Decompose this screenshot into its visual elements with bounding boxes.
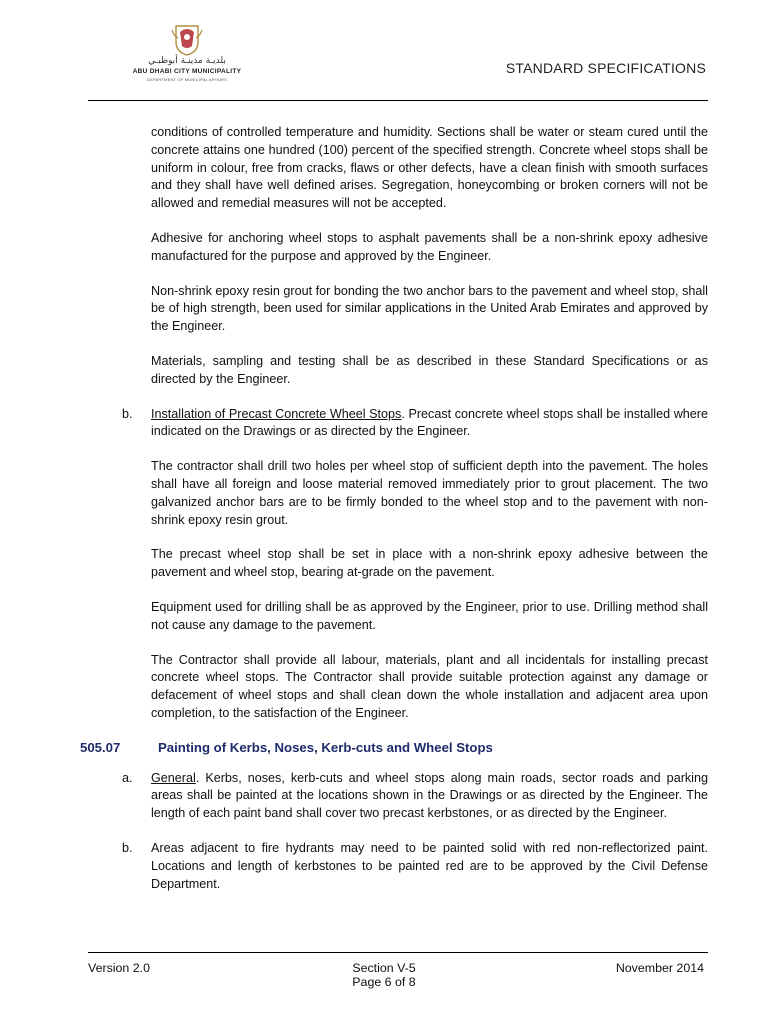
- emblem-icon: [168, 22, 206, 56]
- item-text-general: . Kerbs, noses, kerb-cuts and wheel stops along main roads, sector roads and parking areas shall be painted at the locations shown in the Drawings or as directed by the Engineer. The length of each paint band shall cover two precast kerbstones, or as directed by the Engineer.: [151, 770, 708, 821]
- logo-department-text: DEPARTMENT OF MUNICIPAL AFFAIRS: [147, 77, 227, 82]
- paragraph-equipment: Equipment used for drilling shall be as approved by the Engineer, prior to use. Drilling method shall not cause any damage to the pavement.: [151, 599, 708, 632]
- footer-date: November 2014: [615, 961, 704, 975]
- section-title: Painting of Kerbs, Noses, Kerb-cuts and Wheel Stops: [158, 739, 493, 755]
- document-title: STANDARD SPECIFICATIONS: [505, 60, 706, 76]
- list-item-installation: [80, 406, 708, 442]
- paragraph-adhesive: Adhesive for anchoring wheel stops to asphalt pavements shall be a non-shrink epoxy adhesive manufactured for the purpose and approved by the Engineer.: [151, 230, 708, 263]
- footer-section: Section V-5: [352, 961, 416, 975]
- item-heading-installation: Installation of Precast Concrete Wheel Stops: [151, 406, 402, 421]
- list-marker: b.: [122, 840, 133, 855]
- footer-page-number: Page 6 of 8: [352, 975, 416, 989]
- footer-divider: [88, 952, 708, 953]
- list-marker: a.: [122, 770, 133, 785]
- paragraph-materials: Materials, sampling and testing shall be as described in these Standard Specifications or as directed by the Engineer.: [151, 353, 708, 386]
- paragraph-grout: Non-shrink epoxy resin grout for bonding the two anchor bars to the pavement and wheel stop, shall be of high strength, been used for similar applications in the United Arab Emirates and approved by the Engineer.: [151, 283, 708, 334]
- list-item-fire-hydrants: [80, 840, 708, 893]
- item-text-fire-hydrants: Areas adjacent to fire hydrants may need to be painted solid with red non-reflectorized paint. Locations and length of kerbstones to be painted red are to be approved by the Civil Defense Department.: [151, 840, 708, 891]
- paragraph-contractor: The Contractor shall provide all labour, materials, plant and all incidentals for installing precast concrete wheel stops. The Contractor shall provide suitable protection against any damage or defacement of wheel stops and shall clean down the whole installation and adjacent area upon completion, to the satisfaction of the Engineer.: [151, 652, 708, 720]
- paragraph-curing: conditions of controlled temperature and humidity. Sections shall be water or steam cured until the concrete attains one hundred (100) percent of the specified strength. Concrete wheel stops shall be uniform in colour, free from cracks, flaws or other defects, have a clean finish with smooth surfaces and they shall have well defined arises. Segregation, honeycombing or broken corners will not be allowed and remedial measures will not be accepted.: [151, 125, 708, 211]
- logo-english-text: ABU DHABI CITY MUNICIPALITY: [132, 68, 242, 75]
- item-heading-general: General: [151, 770, 196, 785]
- paragraph-drilling-holes: The contractor shall drill two holes per wheel stop of sufficient depth into the pavement. The holes shall have all foreign and loose material removed immediately prior to grout placement. The two galvanized anchor bars are to be firmly bonded to the wheel stop and to the pavement with non-shrink epoxy resin grout.: [151, 459, 708, 527]
- item-text-installation: . Precast concrete wheel stops shall be installed where indicated on the Drawings or as directed by the Engineer.: [151, 406, 708, 439]
- page-body: [80, 124, 708, 893]
- section-number: 505.07: [80, 739, 121, 755]
- footer-version: Version 2.0: [88, 961, 150, 975]
- list-item-general: [80, 770, 708, 823]
- municipality-logo: [112, 22, 262, 84]
- header-divider: [88, 100, 708, 101]
- section-heading: [80, 739, 708, 757]
- list-marker: b.: [122, 406, 133, 421]
- paragraph-set-in-place: The precast wheel stop shall be set in place with a non-shrink epoxy adhesive between the pavement and wheel stop, bearing at-grade on the pavement.: [151, 547, 708, 580]
- logo-arabic-text: بلديـة مدينـة أبوظبـي: [148, 56, 226, 66]
